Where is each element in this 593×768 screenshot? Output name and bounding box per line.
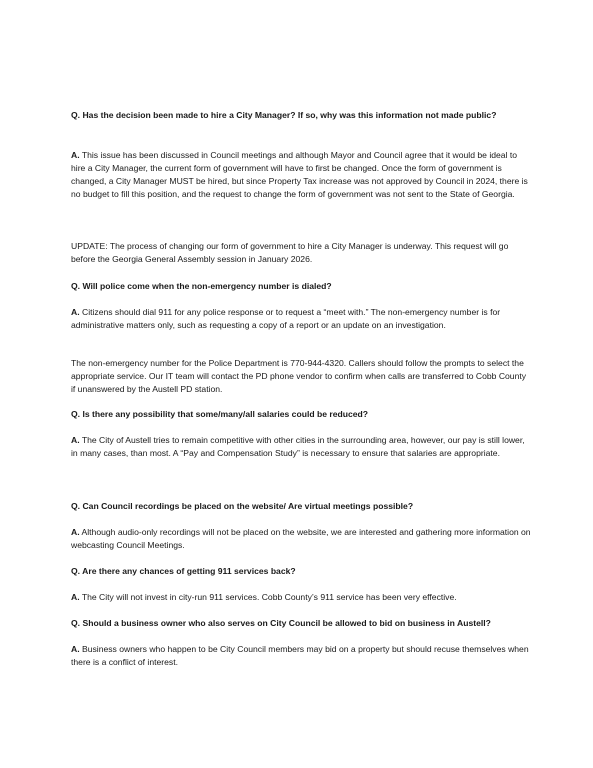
answer-text: This issue has been discussed in Council meetings and although Mayor and Council agree that it would be ideal to hire a City Manager, the current form of government will have to first be changed. Once the form of government is changed, a City Manager MUST be hired, but since Property Tax increase was not approved by Council in 2024, there is no budget to fill this position, and the request to change the form of government was not sent to the State of Georgia. [71,150,528,199]
faq-update-1: UPDATE: The process of changing our form of government to hire a City Manager is underway. This request will go before the Georgia General Assembly session in January 2026. [71,241,509,264]
faq-answer-3 [71,434,531,460]
faq-question-1: Q. Has the decision been made to hire a City Manager? If so, why was this information not made public? [71,110,497,120]
answer-text: Business owners who happen to be City Council members may bid on a property but should recuse themselves when there is a conflict of interest. [71,644,529,667]
faq-answer-4 [71,526,531,552]
faq-question-5: Q. Are there any chances of getting 911 services back? [71,566,296,576]
faq-answer-1 [71,149,531,201]
answer-text: The City will not invest in city-run 911 services. Cobb County’s 911 service has been very effective. [81,592,457,602]
answer-text: Although audio-only recordings will not be placed on the website, we are interested and gathering more information on webcasting Council Meetings. [71,527,531,550]
faq-question-2: Q. Will police come when the non-emergency number is dialed? [71,281,332,291]
answer-lead: A. [71,150,80,160]
answer-lead: A. [71,527,80,537]
answer-text: The City of Austell tries to remain competitive with other cities in the surrounding area, however, our pay is still lower, in many cases, than most. A “Pay and Compensation Study” is necessary to ensure that salaries are appropriate. [71,435,525,458]
faq-answer-6 [71,643,531,669]
faq-question-6: Q. Should a business owner who also serves on City Council be allowed to bid on business in Austell? [71,618,491,628]
answer-lead: A. [71,435,80,445]
answer-lead: A. [71,307,80,317]
answer-text: Citizens should dial 911 for any police response or to request a “meet with.” The non-emergency number is for administrative matters only, such as requesting a copy of a report or an update on an investigation. [71,307,501,330]
faq-answer-2 [71,306,531,332]
answer-lead: A. [71,644,80,654]
faq-extra-2: The non-emergency number for the Police Department is 770-944-4320. Callers should follow the prompts to select the appropriate service. Our IT team will contact the PD phone vendor to confirm when calls are transferred to Cobb County if unanswered by the Austell PD station. [71,358,527,394]
faq-question-4: Q. Can Council recordings be placed on the website/ Are virtual meetings possible? [71,501,414,511]
answer-lead: A. [71,592,80,602]
faq-answer-5 [71,591,531,604]
faq-question-3: Q. Is there any possibility that some/many/all salaries could be reduced? [71,409,369,419]
